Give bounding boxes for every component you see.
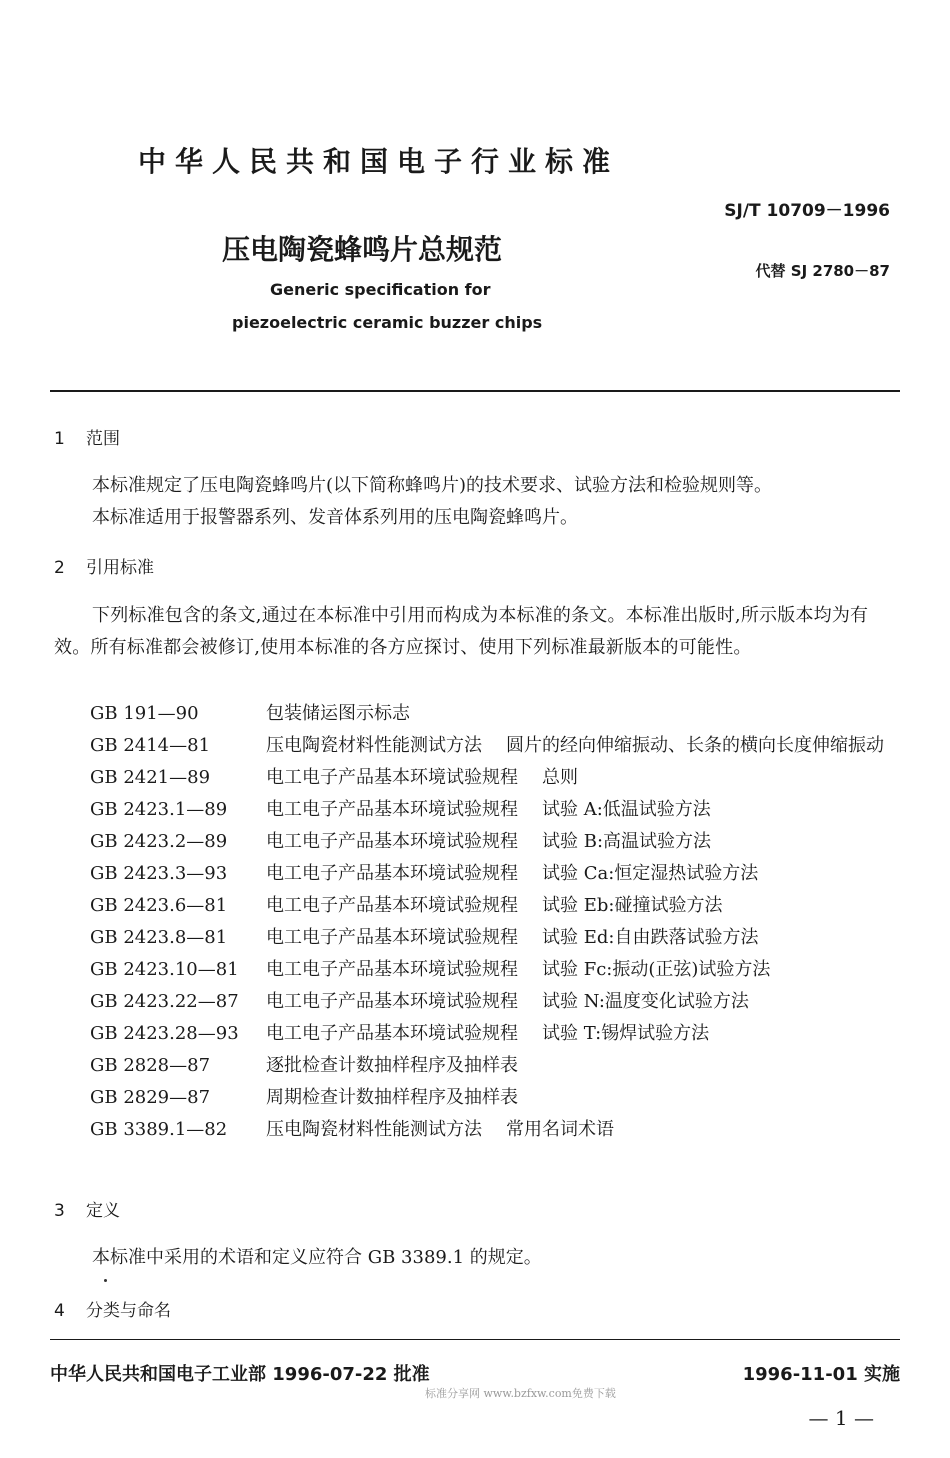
reference-title-sub: 试验 A:低温试验方法	[542, 799, 711, 820]
reference-item	[90, 794, 902, 826]
reference-title	[266, 858, 902, 890]
watermark-text: 标准分享网 www.bzfxw.com免费下载	[425, 1387, 616, 1400]
reference-title	[266, 730, 902, 762]
scope-paragraph-2: 本标准适用于报警器系列、发音体系列用的压电陶瓷蜂鸣片。	[92, 507, 578, 528]
standard-code: SJ/T 10709－1996	[724, 201, 890, 221]
reference-code: GB 2828—87	[90, 1055, 211, 1076]
reference-title-main: 电工电子产品基本环境试验规程	[266, 991, 518, 1012]
page-number: — 1 —	[808, 1406, 874, 1430]
approval-statement: 中华人民共和国电子工业部 1996-07-22 批准	[50, 1364, 430, 1385]
reference-title	[266, 698, 902, 730]
reference-title-sub: 试验 N:温度变化试验方法	[542, 991, 749, 1012]
reference-title-sub: 总则	[542, 767, 578, 788]
reference-title	[266, 986, 902, 1018]
reference-title-main: 压电陶瓷材料性能测试方法	[266, 735, 482, 756]
document-title-en-line1: Generic specification for	[270, 280, 491, 299]
reference-title-sub: 常用名词术语	[506, 1119, 614, 1140]
references-intro-paragraph: 下列标准包含的条文,通过在本标准中引用而构成为本标准的条文。本标准出版时,所示版本均为有效。所有标准都会被修订,使用本标准的各方应探讨、使用下列标准最新版本的可能性。	[54, 605, 869, 658]
reference-title-main: 电工电子产品基本环境试验规程	[266, 959, 518, 980]
reference-title-sub: 试验 Ca:恒定湿热试验方法	[542, 863, 759, 884]
header-divider	[50, 390, 900, 392]
reference-code: GB 2423.6—81	[90, 895, 228, 916]
reference-title	[266, 762, 902, 794]
reference-item	[90, 1114, 902, 1146]
section-number: 2	[54, 558, 65, 578]
reference-title	[266, 1082, 902, 1114]
definitions-paragraph: 本标准中采用的术语和定义应符合 GB 3389.1 的规定。	[92, 1247, 542, 1268]
reference-item	[90, 698, 902, 730]
section-title: 范围	[86, 429, 120, 449]
effective-date: 1996-11-01 实施	[742, 1364, 900, 1385]
section-number: 1	[54, 429, 65, 449]
reference-code: GB 2423.3—93	[90, 863, 228, 884]
reference-item	[90, 826, 902, 858]
reference-code: GB 2829—87	[90, 1087, 211, 1108]
reference-code: GB 2423.22—87	[90, 991, 239, 1012]
section-heading-classification	[54, 1296, 171, 1321]
reference-item	[90, 890, 902, 922]
reference-item	[90, 858, 902, 890]
footer-divider	[50, 1339, 900, 1340]
replaces-standard: 代替 SJ 2780－87	[755, 262, 890, 280]
section-title: 引用标准	[86, 558, 154, 578]
reference-item	[90, 762, 902, 794]
section-heading-scope	[54, 424, 120, 449]
reference-title	[266, 890, 902, 922]
reference-title-main: 电工电子产品基本环境试验规程	[266, 927, 518, 948]
reference-title	[266, 1114, 902, 1146]
reference-title-sub: 试验 Eb:碰撞试验方法	[542, 895, 723, 916]
reference-item	[90, 922, 902, 954]
reference-item	[90, 1082, 902, 1114]
reference-code: GB 2423.28—93	[90, 1023, 239, 1044]
reference-code: GB 2423.1—89	[90, 799, 228, 820]
reference-item	[90, 986, 902, 1018]
reference-title-main: 压电陶瓷材料性能测试方法	[266, 1119, 482, 1140]
reference-title-main: 电工电子产品基本环境试验规程	[266, 895, 518, 916]
reference-title-main: 电工电子产品基本环境试验规程	[266, 831, 518, 852]
reference-title-sub: 试验 B:高温试验方法	[542, 831, 712, 852]
reference-code: GB 2421—89	[90, 767, 211, 788]
reference-title	[266, 826, 902, 858]
reference-code: GB 191—90	[90, 703, 199, 724]
reference-title-sub: 试验 T:锡焊试验方法	[542, 1023, 710, 1044]
section-heading-references	[54, 553, 154, 578]
reference-title-main: 电工电子产品基本环境试验规程	[266, 1023, 518, 1044]
reference-title-sub: 试验 Ed:自由跌落试验方法	[542, 927, 759, 948]
speck-mark	[104, 1279, 107, 1282]
reference-title	[266, 1050, 902, 1082]
section-title: 分类与命名	[86, 1301, 171, 1321]
reference-title-main: 逐批检查计数抽样程序及抽样表	[266, 1055, 518, 1076]
section-number: 3	[54, 1201, 65, 1221]
scope-paragraph-1: 本标准规定了压电陶瓷蜂鸣片(以下简称蜂鸣片)的技术要求、试验方法和检验规则等。	[92, 475, 773, 496]
document-title-cn: 压电陶瓷蜂鸣片总规范	[222, 233, 503, 266]
organization-title: 中华人民共和国电子行业标准	[138, 145, 620, 178]
reference-code: GB 2423.2—89	[90, 831, 228, 852]
reference-code: GB 2423.8—81	[90, 927, 228, 948]
section-heading-definitions	[54, 1196, 120, 1221]
reference-item	[90, 1050, 902, 1082]
reference-title	[266, 954, 902, 986]
reference-list	[90, 698, 902, 1146]
reference-title	[266, 794, 902, 826]
reference-title-sub: 圆片的经向伸缩振动、长条的横向长度伸缩振动	[506, 735, 884, 756]
section-number: 4	[54, 1301, 65, 1321]
reference-code: GB 3389.1—82	[90, 1119, 228, 1140]
reference-title-sub: 试验 Fc:振动(正弦)试验方法	[542, 959, 771, 980]
reference-title-main: 包装储运图示标志	[266, 703, 410, 724]
reference-title-main: 电工电子产品基本环境试验规程	[266, 767, 518, 788]
reference-title-main: 电工电子产品基本环境试验规程	[266, 863, 518, 884]
reference-title-main: 电工电子产品基本环境试验规程	[266, 799, 518, 820]
reference-title	[266, 1018, 902, 1050]
reference-code: GB 2414—81	[90, 735, 211, 756]
document-title-en-line2: piezoelectric ceramic buzzer chips	[232, 313, 543, 332]
reference-item	[90, 730, 902, 762]
reference-item	[90, 1018, 902, 1050]
reference-title-main: 周期检查计数抽样程序及抽样表	[266, 1087, 518, 1108]
section-title: 定义	[86, 1201, 120, 1221]
reference-item	[90, 954, 902, 986]
reference-code: GB 2423.10—81	[90, 959, 239, 980]
reference-title	[266, 922, 902, 954]
